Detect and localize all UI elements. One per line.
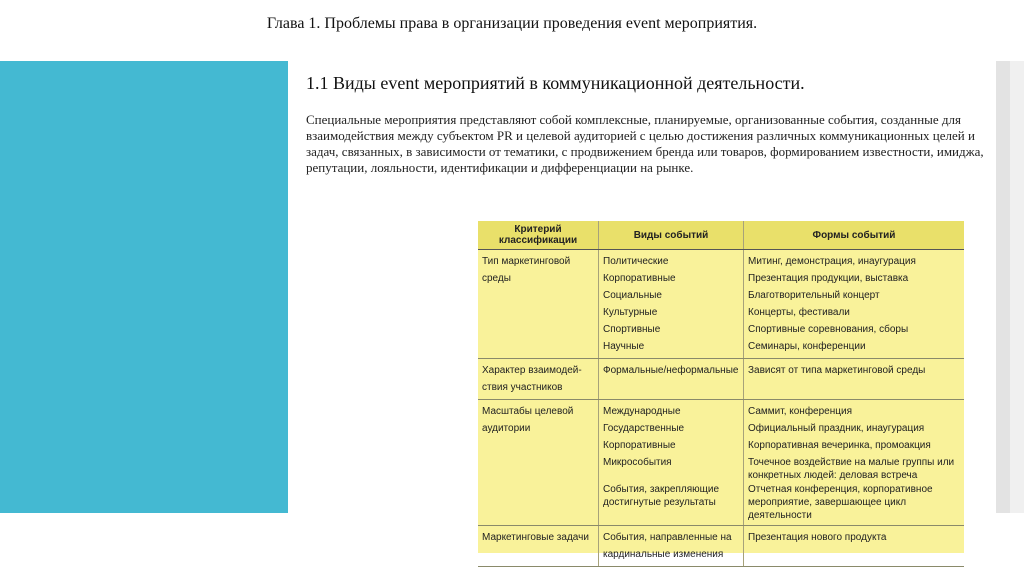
kind-item: Международные [603,406,681,417]
section-heading: 1.1 Виды event мероприятий в коммуникационной деятельности. [306,73,805,93]
form-item: Презентация нового продукта [748,532,887,543]
accent-block [0,61,288,513]
criterion-cell: Тип маркетинговой среды [478,250,599,359]
kinds-cell [599,250,744,359]
form-item: Зависят от типа маркетинговой среды [748,365,926,376]
kind-item: События, закрепляющие достигнутые результаты [603,484,720,508]
kinds-cell [599,400,744,526]
form-item: Корпоративная вечеринка, промоакция [748,440,931,451]
form-item: Саммит, конференция [748,406,852,417]
kind-item: Корпоративные [603,440,676,451]
table-row [478,526,964,567]
table-row [478,359,964,400]
form-item: Точечное воздействие на малые группы или конкретных людей: деловая встреча [748,457,955,481]
kind-item: Корпоративные [603,273,676,284]
header-forms: Формы событий [744,221,965,250]
kind-item: Формальные/неформальные [603,365,739,376]
kind-item: Спортивные [603,324,661,335]
form-item: Презентация продукции, выставка [748,273,909,284]
criterion-cell: Маркетинговые задачи [478,526,599,567]
kind-item: Научные [603,341,645,352]
description-paragraph: Специальные мероприятия представляют собой комплексные, планируемые, организованные события, созданные для взаимодействия между субъектом PR и целевой аудиторией с целью достижения различных коммуникационных целей и задач, связанных, в зависимости от тематики, с продвижением бренда или товаров, формированием известности, имиджа, репутации, лояльности, идентификации и дифференциации на рынке. [306,112,984,175]
kinds-cell [599,526,744,567]
classification-table [478,221,964,567]
form-item: Концерты, фестивали [748,307,850,318]
form-item: Спортивные соревнования, сборы [748,324,909,335]
kind-item: Культурные [603,307,658,318]
kind-item: Социальные [603,290,662,301]
table-row [478,400,964,526]
side-strip [996,61,1010,513]
kinds-cell [599,359,744,400]
form-item: Официальный праздник, инаугурация [748,423,925,434]
classification-table-image [478,221,964,560]
kind-item: Микрособытия [603,457,672,468]
forms-cell [744,250,965,359]
form-item: Благотворительный концерт [748,290,880,301]
kind-item: Государственные [603,423,685,434]
form-item: Отчетная конференция, корпоративное мероприятие, завершающее цикл деятельности [748,484,933,521]
table-header-row [478,221,964,250]
kind-item: События, направленные на кардинальные изменения [603,532,732,560]
forms-cell [744,400,965,526]
forms-cell [744,526,965,567]
criterion-cell: Характер взаимодей-ствия участников [478,359,599,400]
form-item: Митинг, демонстрация, инаугурация [748,256,916,267]
criterion-cell: Масштабы целевой аудитории [478,400,599,526]
table-row [478,250,964,359]
forms-cell [744,359,965,400]
form-item: Семинары, конференции [748,341,866,352]
page-title: Глава 1. Проблемы права в организации проведения event мероприятия. [266,15,758,32]
header-kinds: Виды событий [599,221,744,250]
kind-item: Политические [603,256,669,267]
header-criterion: Критерий классификации [478,221,599,250]
